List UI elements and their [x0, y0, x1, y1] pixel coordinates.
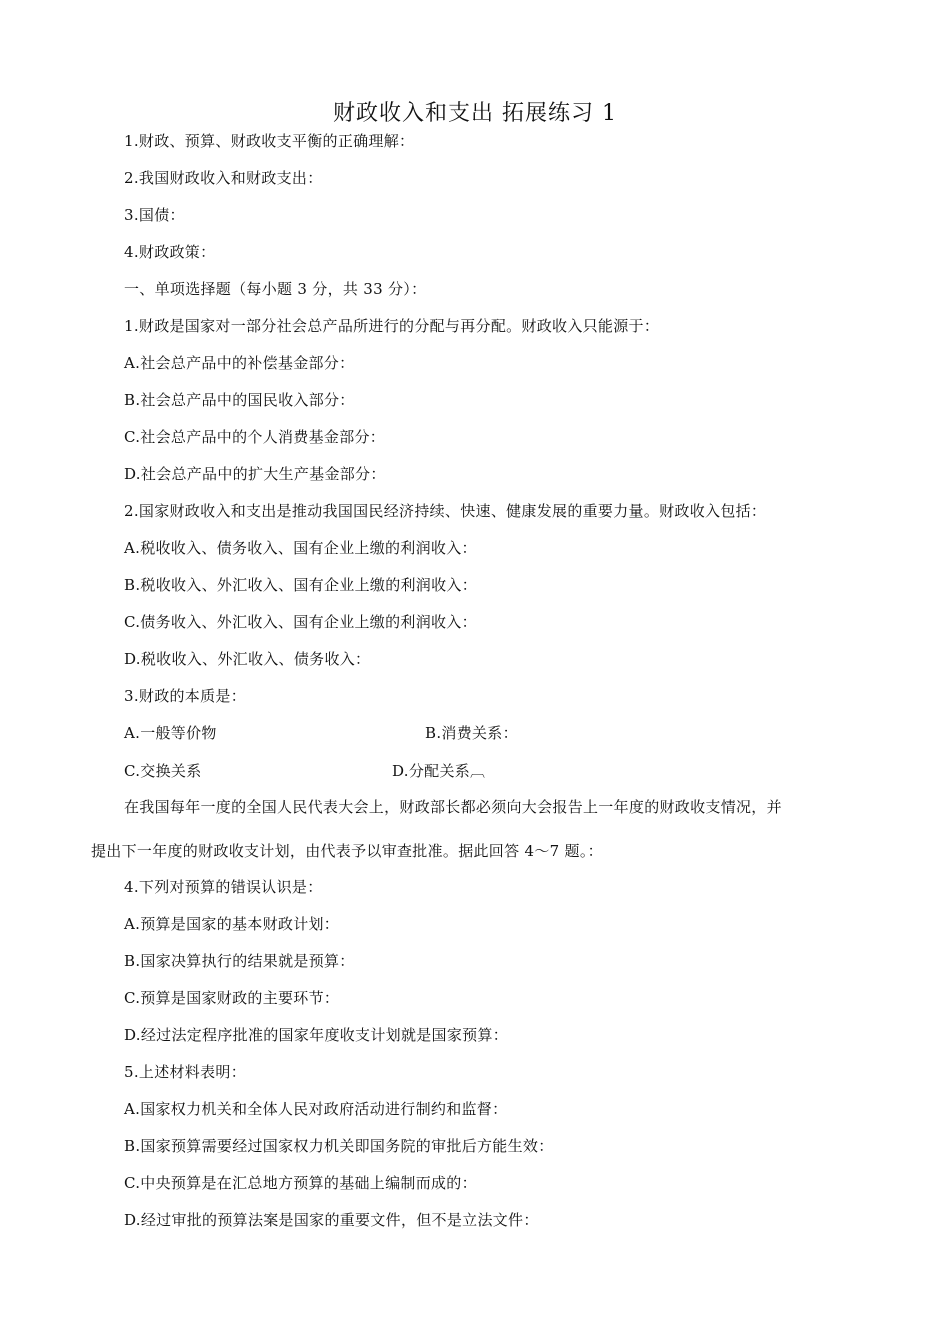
question-4-option-d: D.经过法定程序批准的国家年度收支计划就是国家预算： [124, 1026, 509, 1044]
question-1-option-d: D.社会总产品中的扩大生产基金部分： [124, 465, 386, 483]
question-1-option-b: B.社会总产品中的国民收入部分： [124, 391, 355, 409]
question-3-option-d: D.分配关系︹ [392, 762, 486, 780]
question-5-option-c: C.中央预算是在汇总地方预算的基础上编制而成的： [124, 1174, 477, 1192]
question-2-option-d: D.税收收入、外汇收入、债务收入： [124, 650, 371, 668]
outline-item-2: 2.我国财政收入和财政支出： [124, 169, 323, 187]
question-2-stem: 2.国家财政收入和支出是推动我国国民经济持续、快速、健康发展的重要力量。财政收入包括： [124, 502, 767, 520]
question-2-option-c: C.债务收入、外汇收入、国有企业上缴的利润收入： [124, 613, 477, 631]
question-2-option-b: B.税收收入、外汇收入、国有企业上缴的利润收入： [124, 576, 477, 594]
outline-item-4: 4.财政政策： [124, 243, 216, 261]
question-3-option-a: A.一般等价物 [124, 724, 217, 742]
question-5-option-a: A.国家权力机关和全体人民对政府活动进行制约和监督： [124, 1100, 508, 1118]
question-1-option-c: C.社会总产品中的个人消费基金部分： [124, 428, 386, 446]
question-3-option-b: B.消费关系： [425, 724, 518, 742]
question-1-stem: 1.财政是国家对一部分社会总产品所进行的分配与再分配。财政收入只能源于： [124, 317, 660, 335]
material-paragraph-line-1: 在我国每年一度的全国人民代表大会上，财政部长都必须向大会报告上一年度的财政收支情况，并 [124, 798, 782, 816]
question-1-option-a: A.社会总产品中的补偿基金部分： [124, 354, 355, 372]
page-title: 财政收入和支出 拓展练习 1 [333, 101, 617, 126]
question-4-option-b: B.国家决算执行的结果就是预算： [124, 952, 355, 970]
question-2-option-a: A.税收收入、债务收入、国有企业上缴的利润收入： [124, 539, 477, 557]
outline-item-1: 1.财政、预算、财政收支平衡的正确理解： [124, 132, 415, 150]
question-3-option-c: C.交换关系 [124, 762, 202, 780]
outline-item-3: 3.国债： [124, 206, 185, 224]
question-5-stem: 5.上述材料表明： [124, 1063, 247, 1081]
question-4-option-c: C.预算是国家财政的主要环节： [124, 989, 340, 1007]
question-4-stem: 4.下列对预算的错误认识是： [124, 878, 323, 896]
material-paragraph-line-2: 提出下一年度的财政收支计划，由代表予以审查批准。据此回答 4～7 题。： [91, 842, 603, 860]
question-3-stem: 3.财政的本质是： [124, 687, 247, 705]
section-heading: 一、单项选择题（每小题 3 分，共 33 分）： [124, 280, 427, 298]
question-5-option-d: D.经过审批的预算法案是国家的重要文件，但不是立法文件： [124, 1211, 539, 1229]
question-4-option-a: A.预算是国家的基本财政计划： [124, 915, 340, 933]
question-5-option-b: B.国家预算需要经过国家权力机关即国务院的审批后方能生效： [124, 1137, 554, 1155]
